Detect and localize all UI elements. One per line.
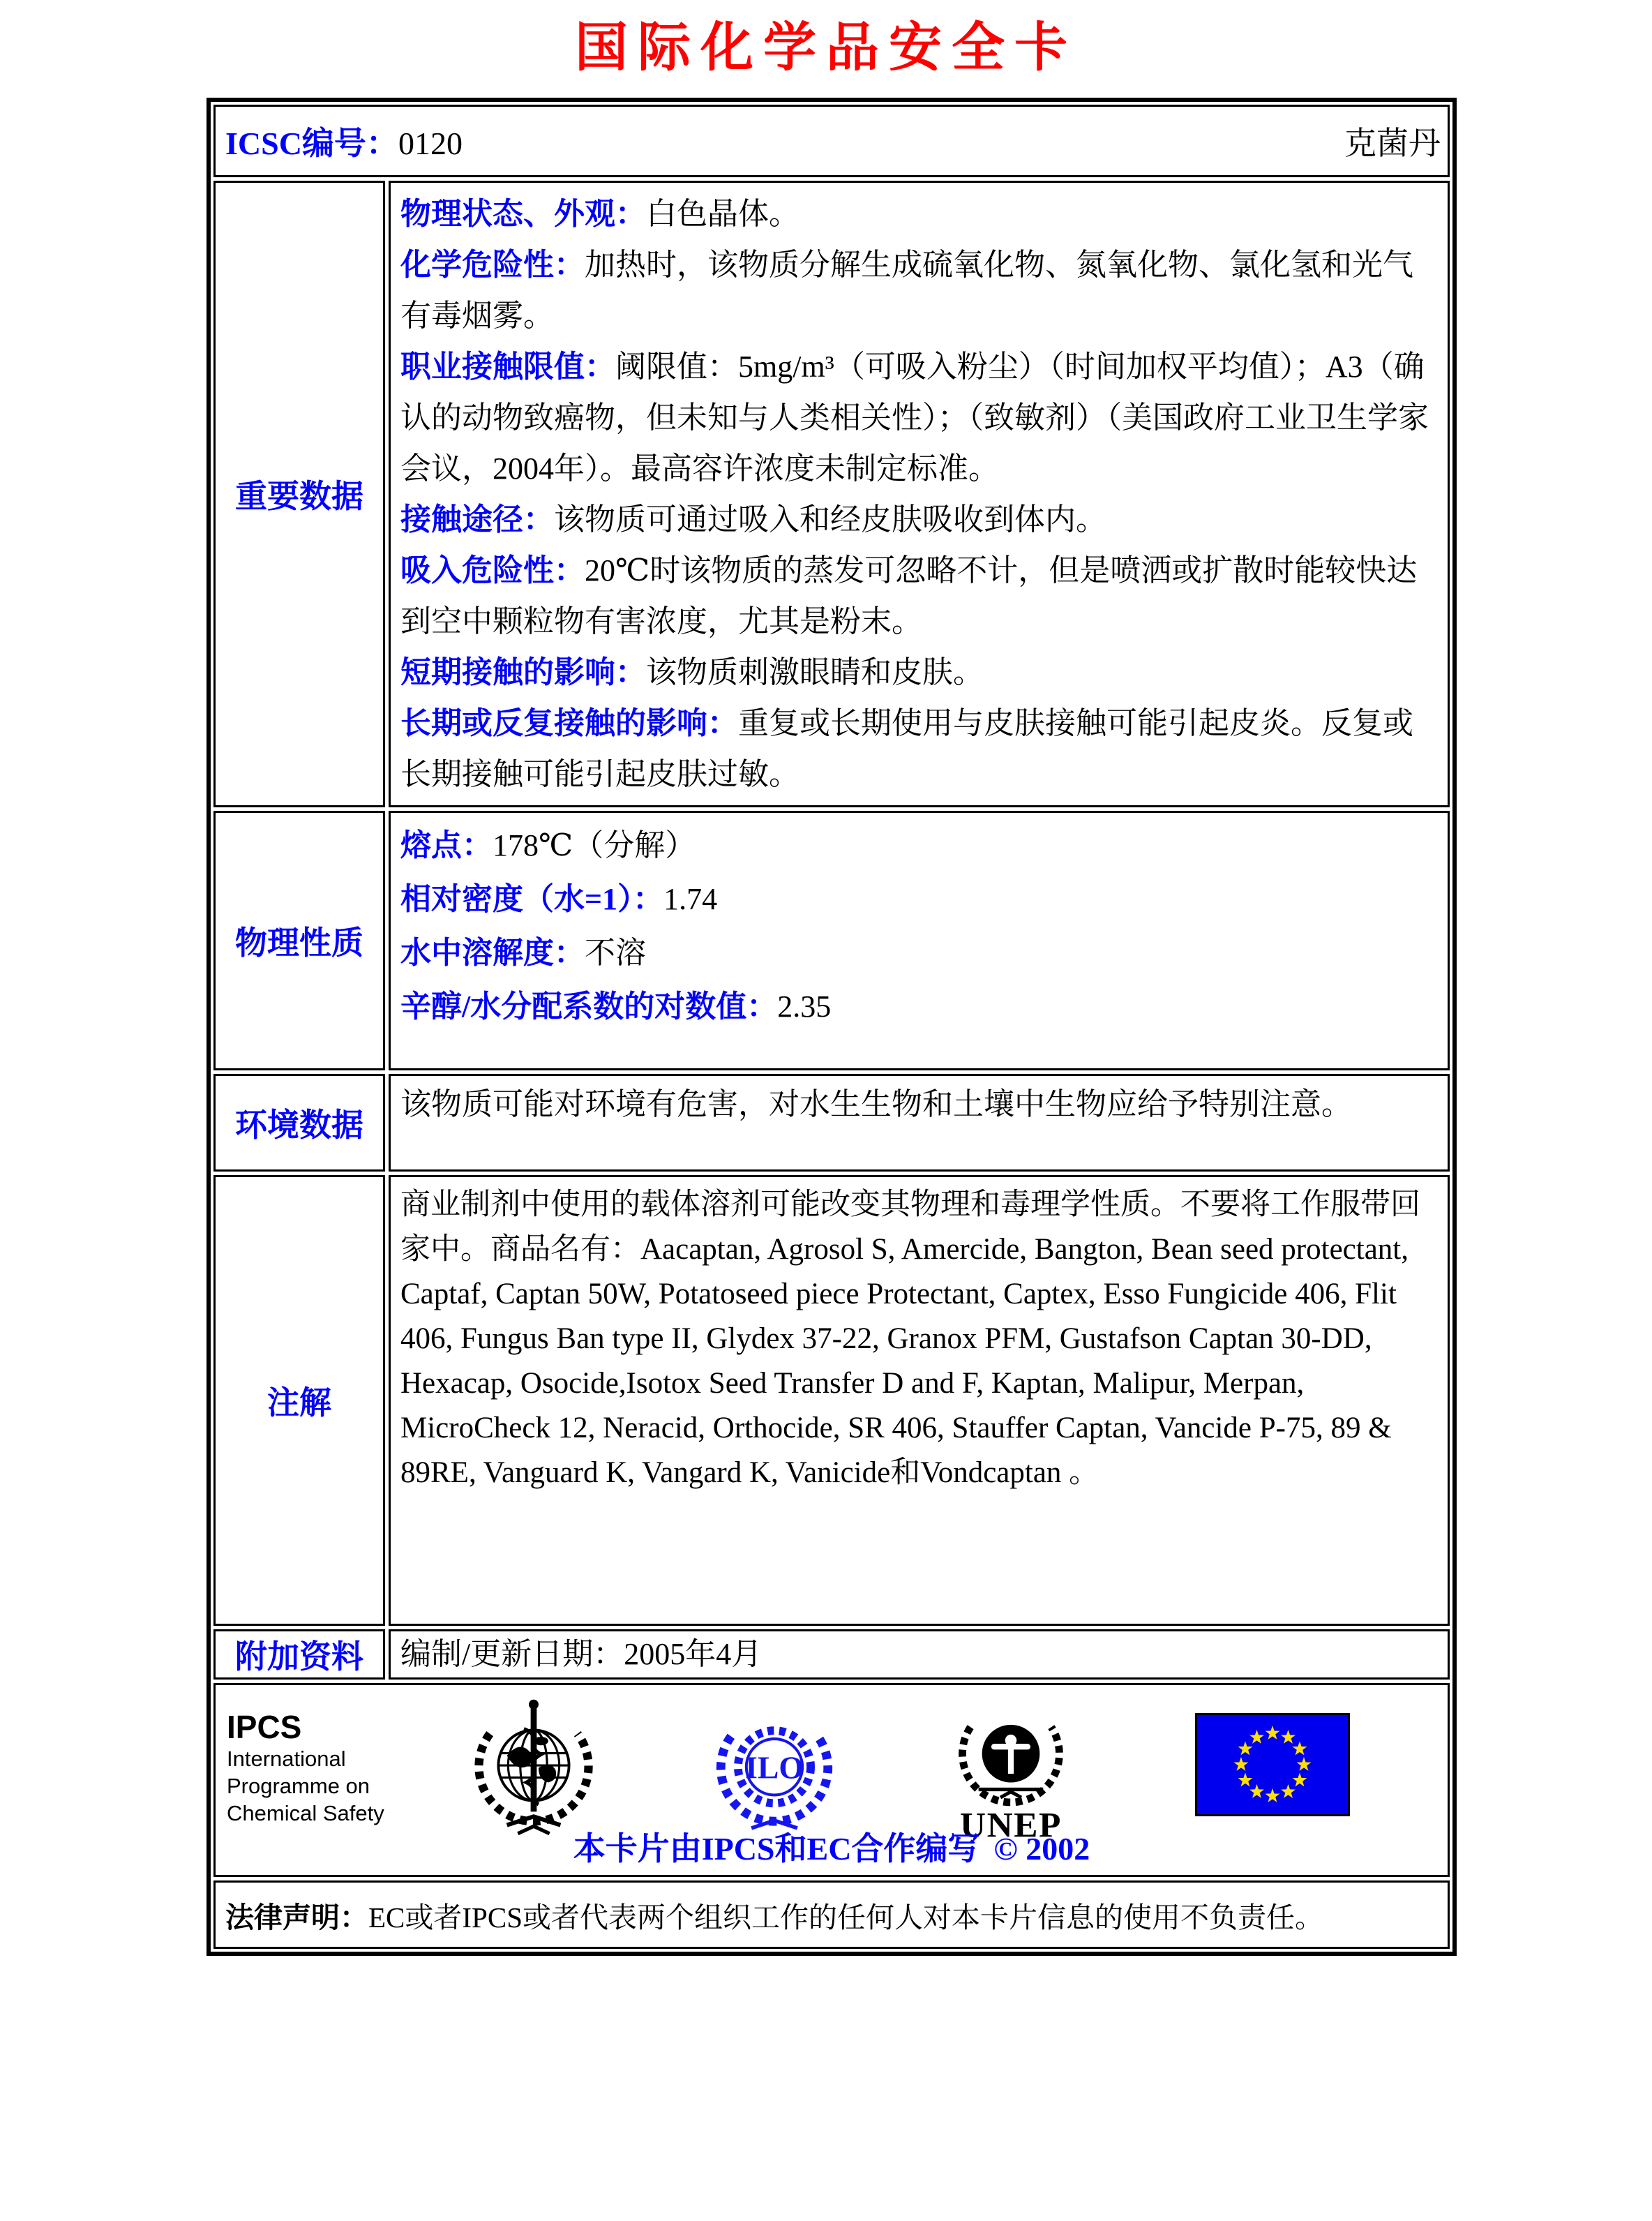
ipcs-line-1: International: [227, 1747, 346, 1771]
row-label-environmental-data: 环境数据: [213, 1074, 385, 1172]
additional-info-row: [213, 1629, 1450, 1680]
icsc-card-table: [206, 98, 1457, 1956]
field-log-pow: [400, 980, 1436, 1033]
field-label: 相对密度（水=1）：: [400, 882, 664, 916]
field-text: 阈限值：5mg/m³（可吸入粉尘）（时间加权平均值）；A3（确认的动物致癌物，但未知与人类相关性）；（致敏剂）（美国政府工业卫生学家会议，2004年）。最高容许浓度未制定标准。: [400, 350, 1429, 486]
field-label: 化学危险性：: [400, 248, 585, 282]
field-label: 短期接触的影响：: [400, 655, 646, 689]
row-label-notes: 注解: [213, 1175, 385, 1626]
physical-properties-content: [389, 811, 1450, 1070]
notes-text: 商业制剂中使用的载体溶剂可能改变其物理和毒理学性质。不要将工作服带回家中。商品名有：Aacaptan, Agrosol S, Amercide, Bangton, Bean seed protectant, Captaf, Captan 50W, Potatoseed piece Protectant, Captex, Esso Fungicide 406, Flit 406, Fungus Ban type II, Glydex 37-22, Granox PFM, Gustafson Captan 30-DD, Hexacap, Osocide,Isotox Seed Transfer D and F, Kaptan, Malipur, Merpan, MicroCheck 12, Neracid, Orthocide, SR 406, Stauffer Captan, Vancide P-75, 89 & 89RE, Vanguard K, Vangard K, Vanicide和Vondcaptan 。: [400, 1188, 1420, 1489]
field-label: 熔点：: [400, 828, 493, 862]
page-header: [0, 0, 1652, 96]
legal-notice-label: 法律声明：: [225, 1901, 368, 1934]
field-text: 该物质可通过吸入和经皮肤吸收到体内。: [554, 502, 1106, 537]
chemical-name: 克菌丹: [1344, 126, 1441, 161]
field-water-solubility: [400, 926, 1436, 980]
field-physical-state: [400, 188, 1436, 239]
field-label: 辛醇/水分配系数的对数值：: [400, 989, 778, 1024]
svg-text:ILO: ILO: [745, 1749, 804, 1786]
field-inhalation-risk: [400, 545, 1436, 647]
field-label: 接触途径：: [400, 502, 554, 537]
eu-flag-icon: [1195, 1713, 1350, 1820]
row-label-additional-info: 附加资料: [213, 1629, 385, 1680]
environmental-data-text: 该物质可能对环境有危害，对水生生物和土壤中生物应给予特别注意。: [400, 1087, 1352, 1121]
field-short-term-effects: [400, 647, 1436, 698]
field-exposure-routes: [400, 494, 1436, 545]
field-text: 不溶: [585, 936, 646, 970]
field-relative-density: [400, 872, 1436, 926]
field-text: 加热时，该物质分解生成硫氧化物、氮氧化物、氯化氢和光气有毒烟雾。: [400, 248, 1413, 333]
page-title: 国际化学品安全卡: [575, 19, 1077, 77]
field-text: 重复或长期使用与皮肤接触可能引起皮炎。反复或长期接触可能引起皮肤过敏。: [400, 706, 1413, 791]
additional-info-text: 编制/更新日期：2005年4月: [400, 1637, 763, 1671]
icsc-number-value: 0120: [398, 126, 463, 161]
field-text: 2.35: [777, 989, 832, 1024]
icsc-number-row: [213, 105, 1450, 177]
icsc-number-label: ICSC编号：: [225, 126, 398, 161]
field-text: 20℃时该物质的蒸发可忽略不计，但是喷洒或扩散时能较快达到空中颗粒物有害浓度，尤其是粉末。: [400, 553, 1418, 638]
important-data-row: [213, 181, 1450, 807]
ipcs-line-3: Chemical Safety: [227, 1801, 384, 1825]
cooperation-caption-text: 本卡片由IPCS和EC合作编写: [573, 1831, 980, 1867]
additional-info-content: [389, 1629, 1450, 1680]
important-data-content: [389, 181, 1450, 807]
unep-label: UNEP: [959, 1805, 1062, 1846]
field-label: 吸入危险性：: [400, 553, 585, 588]
physical-properties-row: [213, 811, 1450, 1070]
ilo-emblem-icon: [708, 1700, 841, 1841]
legal-notice-text: EC或者IPCS或者代表两个组织工作的任何人对本卡片信息的使用不负责任。: [368, 1901, 1323, 1934]
logos-cell: [213, 1683, 1450, 1877]
field-chemical-danger: [400, 239, 1436, 341]
field-occupational-exposure-limits: [400, 341, 1436, 494]
environmental-data-row: [213, 1074, 1450, 1172]
ipcs-acronym: IPCS: [227, 1709, 302, 1745]
cooperation-caption: [216, 1823, 1448, 1869]
icsc-number-cell: [213, 105, 1450, 177]
field-text: 该物质刺激眼睛和皮肤。: [646, 655, 984, 689]
field-melting-point: [400, 818, 1436, 872]
copyright-text: © 2002: [993, 1831, 1090, 1867]
environmental-data-content: [389, 1074, 1450, 1172]
notes-row: [213, 1175, 1450, 1626]
icsc-number-group: [225, 118, 463, 164]
field-label: 物理状态、外观：: [400, 197, 646, 231]
legal-notice-cell: [213, 1880, 1450, 1949]
field-label: 长期或反复接触的影响：: [400, 706, 738, 740]
field-text: 1.74: [663, 882, 718, 916]
ipcs-block: [227, 1709, 384, 1827]
notes-content: [389, 1175, 1450, 1626]
row-label-physical-properties: 物理性质: [213, 811, 385, 1070]
field-long-term-effects: [400, 698, 1436, 800]
field-label: 职业接触限值：: [400, 350, 615, 384]
row-label-important-data: 重要数据: [213, 181, 385, 807]
field-text: 178℃（分解）: [493, 828, 696, 862]
legal-notice-row: [213, 1880, 1450, 1949]
field-text: 白色晶体。: [646, 197, 799, 231]
field-label: 水中溶解度：: [400, 936, 585, 970]
ipcs-line-2: Programme on: [227, 1774, 370, 1798]
logos-row: [213, 1683, 1450, 1877]
